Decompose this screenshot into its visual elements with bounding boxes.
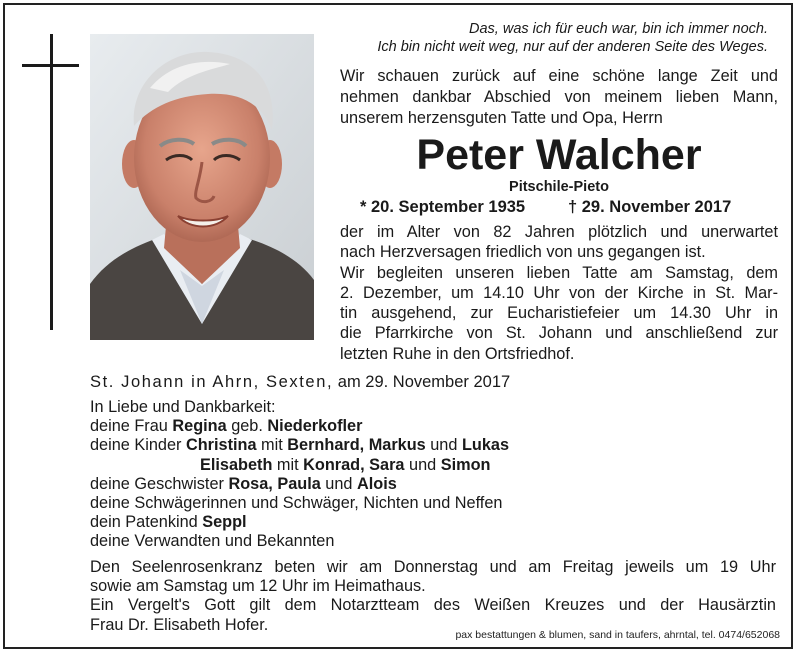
family-children: deine Kinder Christina mit Bernhard, Markus und Lukas bbox=[90, 436, 509, 455]
closing-line: Frau Dr. Elisabeth Hofer. bbox=[90, 615, 269, 634]
place-name: St. Johann in Ahrn, Sexten, bbox=[90, 373, 334, 391]
birth-date: * 20. September 1935 bbox=[360, 198, 526, 216]
deceased-nickname: Pitschile-Pieto bbox=[509, 179, 609, 195]
family-list bbox=[90, 398, 509, 552]
notice-date: am 29. November 2017 bbox=[337, 373, 511, 391]
closing-line: Ein Vergelt's Gott gilt dem Notarztteam des Weißen Kreuzes und der Hausärztin bbox=[90, 596, 776, 615]
place-and-date bbox=[90, 372, 510, 392]
notice-line: tin ausgehend, zur Eucharistiefeier um 14.30 Uhr in bbox=[340, 304, 778, 323]
death-date: † 29. November 2017 bbox=[568, 198, 732, 216]
family-godchild: dein Patenkind Seppl bbox=[90, 513, 247, 532]
portrait-photo bbox=[90, 34, 314, 340]
intro-line: nehmen dankbar Abschied von meinem lieben Mann, bbox=[340, 88, 778, 106]
family-children: Elisabeth mit Konrad, Sara und Simon bbox=[200, 455, 491, 474]
intro-text bbox=[340, 66, 778, 129]
notice-text bbox=[340, 222, 778, 364]
deceased-name: Peter Walcher bbox=[416, 131, 702, 179]
motto-line: Das, was ich für euch war, bin ich immer noch. bbox=[469, 21, 768, 37]
notice-line: Wir begleiten unseren lieben Tatte am Samstag, dem bbox=[340, 263, 778, 282]
family-siblings: deine Geschwister Rosa, Paula und Alois bbox=[90, 474, 397, 493]
closing-line: Den Seelenrosenkranz beten wir am Donnerstag und am Freitag jeweils um 19 Uhr bbox=[90, 558, 776, 576]
motto-line: Ich bin nicht weit weg, nur auf der anderen Seite des Weges. bbox=[377, 39, 768, 55]
undertaker-footer: pax bestattungen & blumen, sand in taufers, ahrntal, tel. 0474/652068 bbox=[455, 629, 780, 641]
family-wife: deine Frau Regina geb. Niederkofler bbox=[90, 417, 363, 436]
intro-line: unserem herzensguten Tatte und Opa, Herrn bbox=[340, 109, 663, 127]
notice-line: 2. Dezember, um 14.10 Uhr von der Kirche in St. Mar- bbox=[340, 283, 778, 302]
notice-line: nach Herzversagen friedlich von uns gegangen ist. bbox=[340, 243, 706, 262]
intro-line: Wir schauen zurück auf eine schöne lange Zeit und bbox=[340, 67, 778, 85]
family-inlaws: deine Schwägerinnen und Schwäger, Nichten und Neffen bbox=[90, 494, 503, 513]
notice-line: letzten Ruhe in den Ortsfriedhof. bbox=[340, 344, 575, 363]
family-heading: In Liebe und Dankbarkeit: bbox=[90, 398, 276, 416]
closing-line: sowie am Samstag um 12 Uhr im Heimathaus. bbox=[90, 577, 426, 596]
family-relatives: deine Verwandten und Bekannten bbox=[90, 532, 335, 551]
motto-quote bbox=[330, 20, 768, 56]
notice-line: die Pfarrkirche von St. Johann und anschließend zur bbox=[340, 324, 778, 343]
notice-line: der im Alter von 82 Jahren plötzlich und unerwartet bbox=[340, 223, 778, 241]
closing-text bbox=[90, 558, 776, 635]
